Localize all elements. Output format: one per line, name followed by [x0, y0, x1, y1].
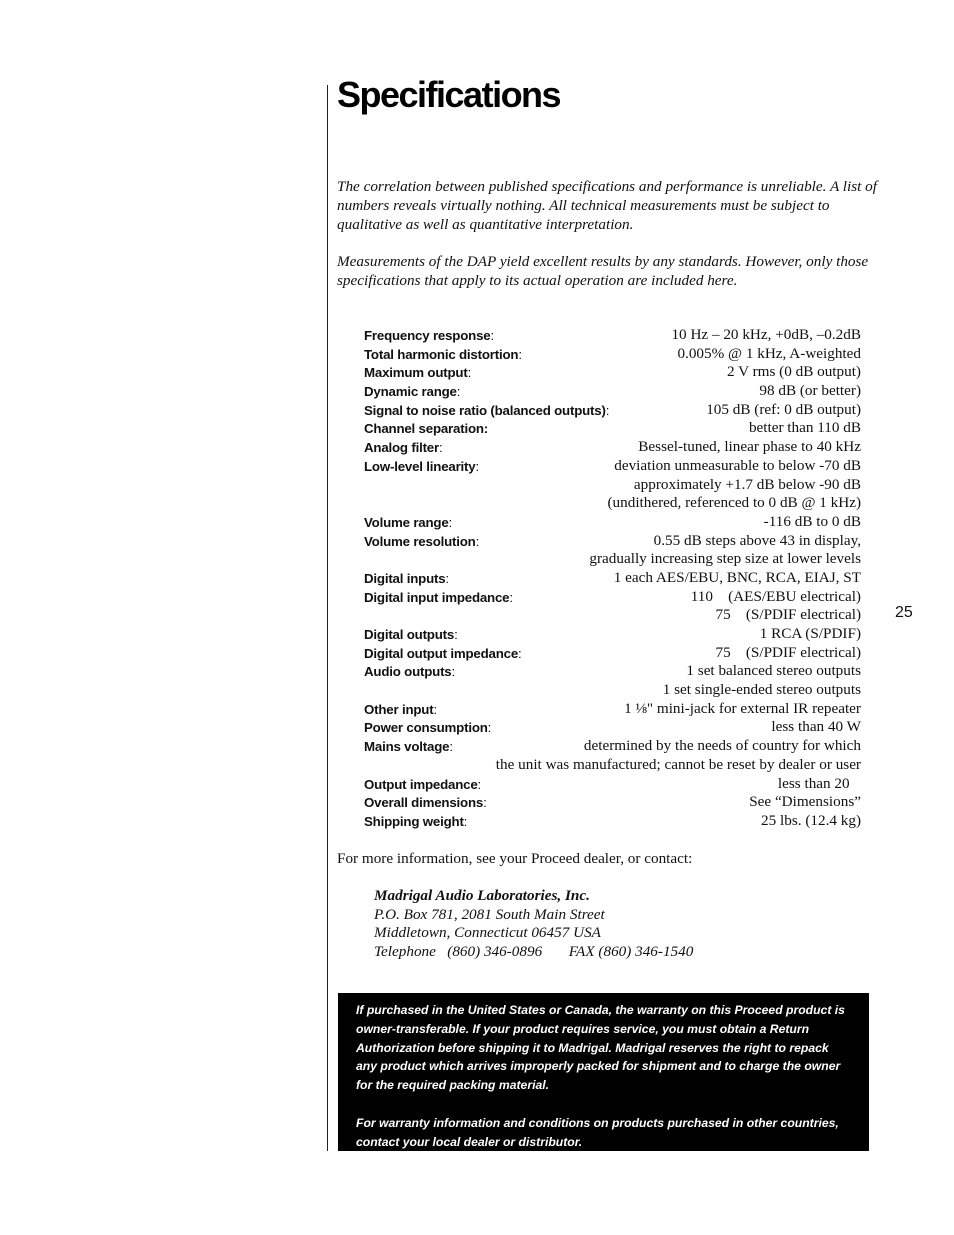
margin-rule	[327, 85, 328, 1151]
spec-label-text: Total harmonic distortion	[364, 346, 519, 362]
spec-value: 98 dB (or better)	[759, 382, 861, 400]
spec-label-text: Low-level linearity	[364, 458, 476, 474]
spec-value: 0.005% @ 1 kHz, A-weighted	[677, 344, 861, 362]
spec-row	[364, 793, 861, 812]
spec-value: less than 20	[777, 774, 861, 792]
spec-value: See “Dimensions”	[749, 793, 861, 811]
spec-label-colon: :	[490, 328, 494, 343]
spec-value: the unit was manufactured; cannot be reset by dealer or user	[495, 755, 861, 773]
spec-value: less than 40 W	[771, 718, 861, 736]
spec-row	[364, 588, 861, 607]
spec-row	[364, 756, 861, 775]
spec-label-colon: :	[483, 795, 487, 811]
spec-value: -116 dB to 0 dB	[763, 512, 861, 530]
spec-row	[364, 382, 861, 401]
spec-value: 1 ⅛" mini-jack for external IR repeater	[624, 699, 861, 717]
spec-row	[364, 476, 861, 495]
address-line-1: P.O. Box 781, 2081 South Main Street	[374, 905, 605, 923]
contact-block	[374, 887, 693, 962]
spec-label-colon: :	[449, 739, 453, 755]
spec-label	[364, 420, 488, 439]
spec-label	[364, 589, 513, 608]
spec-value: 25 lbs. (12.4 kg)	[761, 811, 861, 829]
spec-value: Bessel-tuned, linear phase to 40 kHz	[638, 438, 861, 456]
spec-label-colon: :	[605, 402, 610, 418]
spec-label-text: Digital output impedance	[364, 645, 519, 661]
spec-label-text: Other input	[364, 701, 434, 717]
spec-label	[364, 364, 471, 383]
spec-row	[364, 494, 861, 513]
spec-label-text: Power consumption	[364, 720, 488, 736]
intro-paragraph-2: Measurements of the DAP yield excellent results by any standards. However, only those specifications that apply to its actual operation are included here.	[337, 253, 869, 289]
spec-label-colon: :	[475, 533, 480, 549]
spec-row	[364, 363, 861, 382]
spec-row	[364, 812, 861, 831]
spec-row	[364, 438, 861, 457]
spec-label	[364, 570, 449, 589]
spec-label	[364, 533, 479, 552]
page-number: 25	[895, 604, 913, 621]
specifications-list	[364, 326, 861, 831]
more-info-text: For more information, see your Proceed dealer, or contact:	[337, 850, 693, 867]
spec-row	[364, 606, 861, 625]
spec-label-colon: :	[433, 701, 437, 717]
spec-label	[364, 383, 460, 402]
spec-label-text: Dynamic range	[364, 384, 457, 400]
spec-row	[364, 737, 861, 756]
spec-label-text: Audio outputs	[364, 664, 452, 680]
spec-row	[364, 326, 861, 345]
spec-label-colon: :	[518, 645, 522, 661]
spec-label-text: Channel separation:	[364, 421, 489, 437]
spec-label-text: Mains voltage	[364, 739, 450, 755]
company-name: Madrigal Audio Laboratories, Inc.	[374, 887, 590, 904]
spec-value: deviation unmeasurable to below -70 dB	[614, 456, 861, 474]
spec-row	[364, 625, 861, 644]
spec-value: 0.55 dB steps above 43 in display,	[653, 531, 861, 549]
spec-value: 10 Hz – 20 kHz, +0dB, –0.2dB	[671, 326, 861, 343]
spec-value: determined by the needs of country for which	[583, 737, 861, 755]
spec-label	[364, 738, 453, 757]
spec-row	[364, 419, 861, 438]
spec-label	[364, 346, 522, 365]
warranty-paragraph-1: If purchased in the United States or Canada, the warranty on this Proceed product is owner-transferable. If your product requires service, you must obtain a Return Authorization before shipping it to Madrigal. Madrigal reserves the right to repack any product which arrives improperly packed for shipment and to charge the owner for the required packing material.	[356, 1003, 845, 1093]
spec-label-colon: :	[445, 570, 449, 586]
spec-label	[364, 626, 458, 645]
spec-value: 105 dB (ref: 0 dB output)	[706, 400, 861, 418]
spec-label-colon: :	[456, 384, 461, 400]
page-title: Specifications	[337, 74, 561, 115]
spec-row	[364, 401, 861, 420]
spec-label-text: Digital inputs	[364, 570, 446, 586]
spec-label-text: Signal to noise ratio (balanced outputs)	[364, 402, 606, 418]
spec-label	[364, 439, 442, 458]
spec-label-colon: :	[451, 664, 455, 680]
spec-label	[364, 514, 452, 533]
spec-row	[364, 700, 861, 719]
spec-row	[364, 775, 861, 794]
spec-label-colon: :	[448, 514, 453, 530]
spec-label-colon: :	[463, 813, 468, 829]
spec-label	[364, 794, 487, 813]
spec-label	[364, 719, 491, 738]
spec-label-text: Shipping weight	[364, 813, 464, 829]
spec-label-colon: :	[477, 776, 482, 792]
warranty-paragraph-2: For warranty information and conditions on products purchased in other countries, contact your local dealer or distributor.	[356, 1115, 839, 1149]
spec-row	[364, 532, 861, 551]
spec-value: approximately +1.7 dB below -90 dB	[633, 475, 861, 493]
spec-label-colon: :	[475, 458, 479, 474]
spec-label-colon: :	[509, 589, 513, 605]
spec-value: better than 110 dB	[748, 419, 861, 437]
spec-label-text: Volume range	[364, 514, 449, 530]
spec-label-text: Output impedance	[364, 776, 478, 792]
phone-fax-line: Telephone (860) 346-0896 FAX (860) 346-1540	[374, 943, 694, 961]
spec-label-colon: :	[438, 440, 443, 456]
spec-label-text: Overall dimensions	[364, 795, 484, 811]
intro-paragraph-1: The correlation between published specifications and performance is unreliable. A list of numbers reveals virtually nothing. All technical measurements must be subject to qualitative as well as quantitative interpretation.	[337, 178, 877, 233]
spec-value: 75 (S/PDIF electrical)	[715, 643, 861, 661]
spec-label	[364, 776, 481, 795]
spec-label-text: Frequency response	[364, 328, 491, 343]
spec-value: 75 (S/PDIF electrical)	[715, 606, 861, 624]
spec-row	[364, 513, 861, 532]
spec-row	[364, 644, 861, 663]
address-line-2: Middletown, Connecticut 06457 USA	[374, 924, 601, 942]
spec-label	[364, 663, 455, 682]
spec-label-colon: :	[467, 365, 472, 381]
spec-value: 2 V rms (0 dB output)	[726, 363, 861, 381]
spec-label-text: Digital outputs	[364, 627, 455, 642]
warranty-notice	[338, 993, 869, 1151]
spec-value: 1 set single-ended stereo outputs	[662, 681, 861, 699]
spec-label-text: Volume resolution	[364, 533, 476, 549]
spec-label-colon: :	[518, 346, 522, 362]
spec-value: (undithered, referenced to 0 dB @ 1 kHz)	[607, 494, 861, 512]
spec-value: 1 RCA (S/PDIF)	[759, 625, 861, 642]
spec-row	[364, 550, 861, 569]
spec-label-colon: :	[487, 720, 492, 736]
spec-row	[364, 345, 861, 364]
spec-value: 1 set balanced stereo outputs	[686, 662, 861, 680]
spec-label	[364, 645, 522, 664]
spec-row	[364, 681, 861, 700]
spec-row	[364, 662, 861, 681]
spec-label	[364, 458, 479, 477]
spec-label	[364, 402, 609, 421]
spec-label-colon: :	[454, 627, 458, 642]
spec-label	[364, 813, 467, 832]
spec-label	[364, 327, 494, 346]
spec-row	[364, 718, 861, 737]
spec-value: 1 each AES/EBU, BNC, RCA, EIAJ, ST	[613, 568, 861, 586]
spec-label-text: Analog filter	[364, 440, 439, 456]
spec-label	[364, 701, 437, 720]
spec-value: 110 (AES/EBU electrical)	[690, 587, 861, 605]
spec-row	[364, 457, 861, 476]
spec-value: gradually increasing step size at lower levels	[589, 550, 861, 568]
spec-label-text: Digital input impedance	[364, 589, 510, 605]
spec-label-text: Maximum output	[364, 365, 468, 381]
spec-row	[364, 569, 861, 588]
